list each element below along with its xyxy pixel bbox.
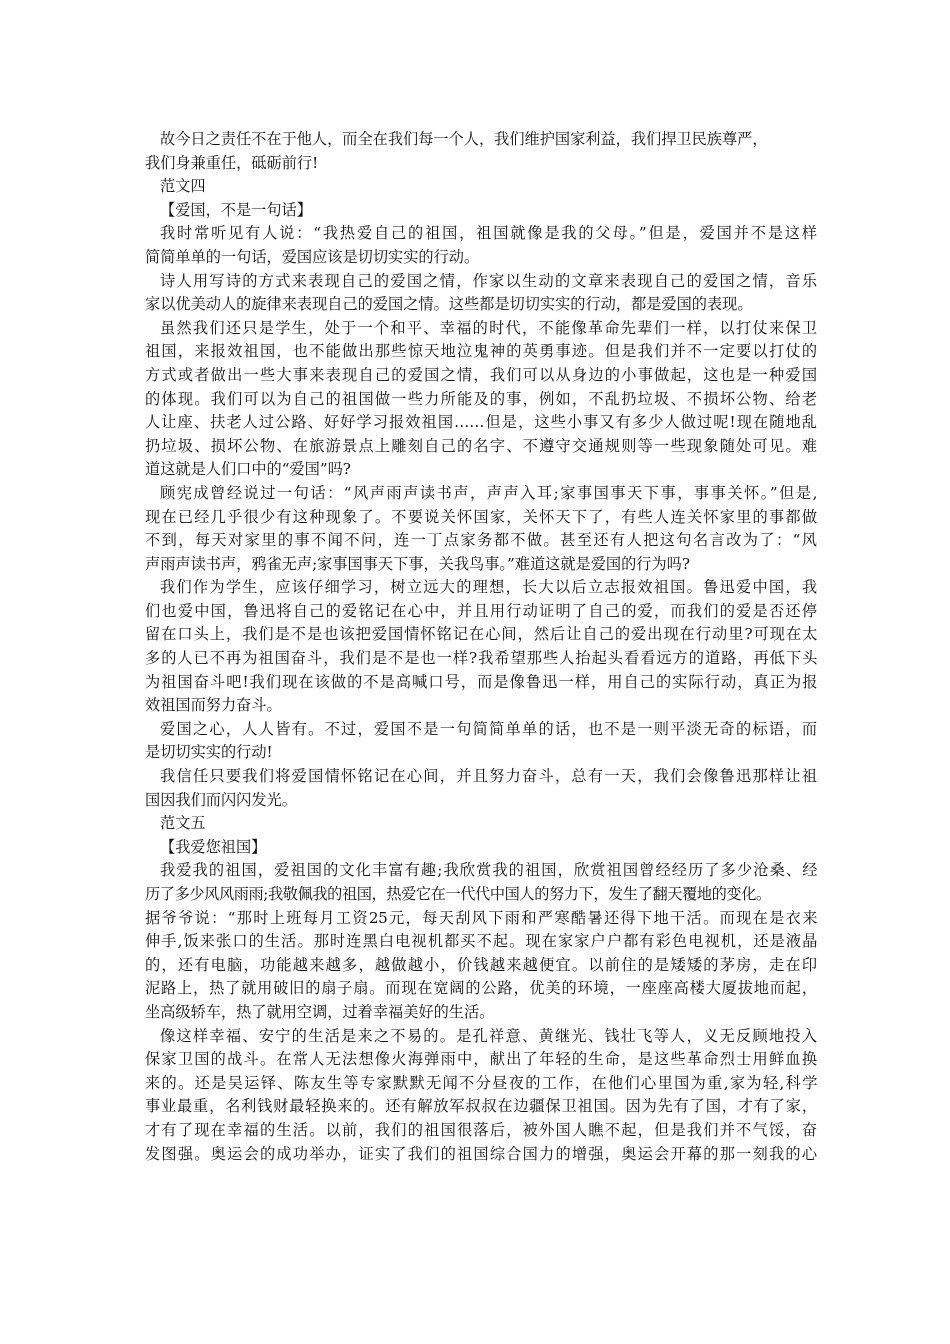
text-line: 才有了现在幸福的生活。以前，我们的祖国很落后，被外国人瞧不起，但是我们并不气馁，奋 <box>145 1120 817 1139</box>
text-line: 泥路上，热了就用破旧的扇子扇。而现在宽阔的公路，优美的环境，一座座高楼大厦拔地而起， <box>145 979 817 998</box>
text-line: 现在已经几乎很少有这种现象了。不要说关怀国家，关怀天下了，有些人连关怀家里的事都做 <box>145 507 817 526</box>
text-line: 我时常听见有人说：“我热爱自己的祖国，祖国就像是我的父母。”但是，爱国并不是这样 <box>160 224 817 243</box>
text-line: 虽然我们还只是学生，处于一个和平、幸福的时代，不能像革命先辈们一样，以打仗来保卫 <box>160 318 817 337</box>
text-line: 我爱我的祖国，爱祖国的文化丰富有趣;我欣赏我的祖国，欣赏祖国曾经经历了多少沧桑、经 <box>160 861 817 880</box>
text-line: 我们身兼重任，砥砺前行! <box>145 153 319 172</box>
text-line: 为祖国奋斗吧!我们现在该做的不是高喊口号，而是像鲁迅一样，用自己的实际行动，真正为报 <box>145 672 817 691</box>
text-line: 事业最重，名利钱财最轻换来的。还有解放军叔叔在边疆保卫祖国。因为先有了国，才有了家， <box>145 1097 817 1116</box>
text-line: 声雨声读书声，鸦雀无声;家事国事天下事，关我鸟事。”难道这就是爱国的行为吗? <box>145 554 690 573</box>
text-line: 不到，每天对家里的事不闻不问，连一丁点家务都不做。甚至还有人把这句名言改为了：“风 <box>145 531 817 550</box>
text-line: 爱国之心，人人皆有。不过，爱国不是一句简简单单的话，也不是一则平淡无奇的标语，而 <box>160 719 817 738</box>
text-line: 像这样幸福、安宁的生活是来之不易的。是孔祥意、黄继光、钱壮飞等人，义无反顾地投入 <box>160 1026 817 1045</box>
essay-title: 【爱国，不是一句话】 <box>160 200 312 219</box>
text-line: 伸手,饭来张口的生活。那时连黑白电视机都买不起。现在家家户户都有彩色电视机，还是液晶 <box>145 932 817 951</box>
text-line: 发图强。奥运会的成功举办，证实了我们的祖国综合国力的增强，奥运会开幕的那一刻我的心 <box>145 1144 817 1163</box>
text-line: 方式或者做出一些大事来表现自己的爱国之情，我们可以从身边的小事做起，这也是一种爱国 <box>145 365 817 384</box>
text-line: 的体现。我们可以为自己的祖国做一些力所能及的事，例如，不乱扔垃圾、不损坏公物、给老 <box>145 389 817 408</box>
text-line: 诗人用写诗的方式来表现自己的爱国之情，作家以生动的文章来表现自己的爱国之情，音乐 <box>160 271 817 290</box>
text-line: 我们作为学生，应该仔细学习，树立远大的理想，长大以后立志报效祖国。鲁迅爱中国，我 <box>160 578 817 597</box>
text-line: 据爷爷说：“那时上班每月工资25元，每天刮风下雨和严寒酷暑还得下地干活。而现在是衣来 <box>145 908 817 927</box>
document-body <box>145 128 817 1166</box>
text-line: 扔垃圾、损坏公物、在旅游景点上雕刻自己的名字、不遵守交通规则等一些现象随处可见。难 <box>145 436 817 455</box>
section-heading: 范文五 <box>160 814 206 833</box>
text-line: 家以优美动人的旋律来表现自己的爱国之情。这些都是切切实实的行动，都是爱国的表现。 <box>145 295 753 314</box>
text-line: 我信任只要我们将爱国情怀铭记在心间，并且努力奋斗，总有一天，我们会像鲁迅那样让祖 <box>160 767 817 786</box>
text-line: 简简单单的一句话，爱国应该是切切实实的行动。 <box>145 247 480 266</box>
text-line: 来的。还是吴运铎、陈友生等专家默默无闻不分昼夜的工作，在他们心里国为重,家为轻,科学 <box>145 1073 817 1092</box>
text-line: 故今日之责任不在于他人，而全在我们每一个人，我们维护国家利益，我们捍卫民族尊严， <box>160 130 768 148</box>
text-line: 人让座、扶老人过公路、好好学习报效祖国……但是，这些小事又有多少人做过呢!现在随地乱 <box>145 413 817 432</box>
section-heading: 范文四 <box>160 177 206 196</box>
text-line: 的，还有电脑，功能越来越多，越做越小，价钱越来越便宜。以前住的是矮矮的茅房，走在印 <box>145 955 817 974</box>
text-line: 祖国，来报效祖国，也不能做出那些惊天地泣鬼神的英勇事迹。但是我们并不一定要以打仗的 <box>145 342 817 361</box>
essay-title: 【我爱您祖国】 <box>160 837 267 856</box>
text-line: 道这就是人们口中的“爱国”吗? <box>145 460 351 479</box>
text-line: 国因我们而闪闪发光。 <box>145 790 297 809</box>
text-line: 留在口头上，我们是不是也该把爱国情怀铭记在心间，然后让自己的爱出现在行动里?可现在太 <box>145 625 817 644</box>
text-line: 历了多少风风雨雨;我敬佩我的祖国，热爱它在一代代中国人的努力下，发生了翻天覆地的变化。 <box>145 885 771 903</box>
text-line: 保家卫国的战斗。在常人无法想像火海弹雨中，献出了年轻的生命，是这些革命烈士用鲜血换 <box>145 1050 817 1069</box>
text-line: 效祖国而努力奋斗。 <box>145 696 282 715</box>
text-line: 顾宪成曾经说过一句话：“风声雨声读书声，声声入耳;家事国事天下事，事事关怀。”但是, <box>160 483 817 502</box>
text-line: 是切切实实的行动! <box>145 743 273 762</box>
text-line: 多的人已不再为祖国奋斗，我们是不是也一样?我希望那些人抬起头看看远方的道路，再低下头 <box>145 649 817 668</box>
text-line: 们也爱中国，鲁迅将自己的爱铭记在心中，并且用行动证明了自己的爱，而我们的爱是否还停 <box>145 601 817 620</box>
text-line: 坐高级轿车，热了就用空调，过着幸福美好的生活。 <box>145 1002 495 1021</box>
